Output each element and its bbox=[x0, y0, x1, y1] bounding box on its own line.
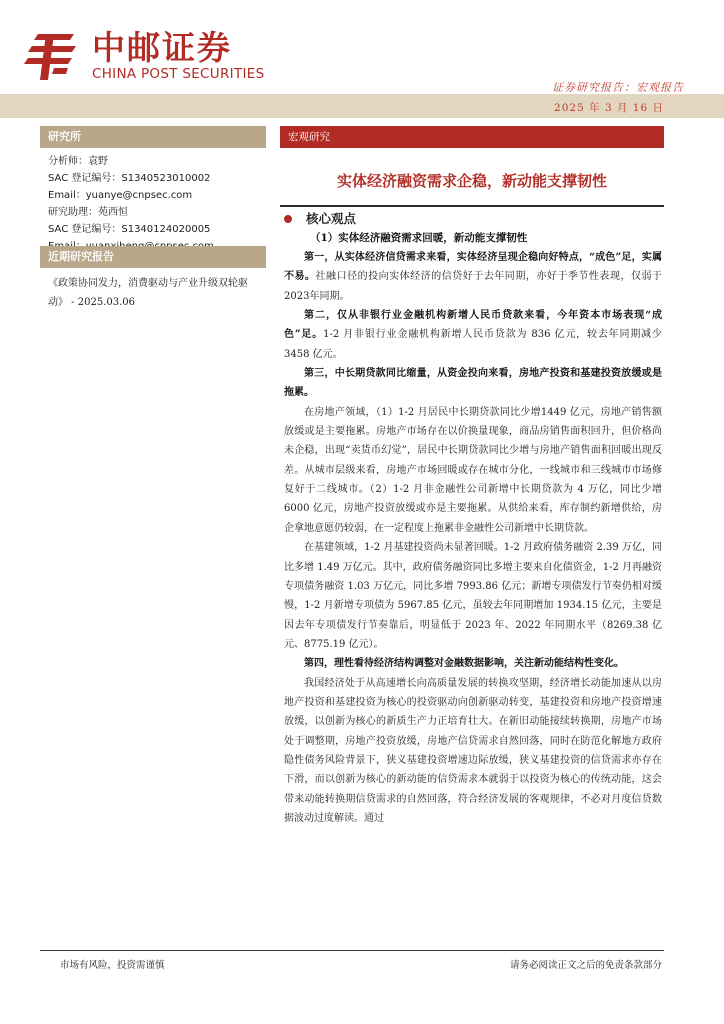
paragraph-lead: 第四，理性看待经济结构调整对金融数据影响，关注新动能结构性变化。 bbox=[304, 658, 624, 670]
footer-divider bbox=[40, 950, 664, 951]
body-paragraph bbox=[284, 306, 662, 364]
analyst-name: 分析师：袁野 bbox=[48, 156, 108, 167]
bullet-dot-icon bbox=[284, 215, 292, 223]
paragraph-text: 在基建领域，1-2 月基建投资尚未显著回暖。1-2 月政府债务融资 2.39 万亿，同比多增 1.49 万亿元。其中，政府债务融资同比多增主要来自化债资金，1-2 月再融资专项债务融资 1.03 万亿元，同比多增 7993.86 亿元；新增专项债发行节奏仍相对缓慢，1-2 月新增专项债为 5967.85 亿元，虽较去年同期增加 1934.15 亿元，主要是因去年专项债发行节奏靠后，明显低于 2023 年、2022 年同期水平（8269.38 亿元、8775.19 亿元）。 bbox=[284, 542, 662, 650]
paragraph-lead: 第二，仅从非银行业金融机构新增人民币贷款来看，今年资本市场表现“成色”足。 bbox=[284, 310, 662, 341]
risk-notice: 市场有风险，投资需谨慎 bbox=[60, 960, 165, 971]
report-type: 证券研究报告：宏观报告 bbox=[552, 81, 684, 94]
assistant-name: 研究助理：苑西恒 bbox=[48, 207, 128, 218]
paragraph-text: 1-2 月非银行业金融机构新增人民币贷款为 836 亿元，较去年同期减少 3458 亿元。 bbox=[284, 329, 662, 360]
body-paragraph bbox=[284, 248, 662, 306]
china-post-logo-icon bbox=[24, 30, 80, 84]
assistant-sac-number: SAC 登记编号：S1340124020005 bbox=[48, 224, 211, 235]
paragraph-text: 我国经济处于从高速增长向高质量发展的转换攻坚期，经济增长动能加速从以房地产投资和基建投资为核心的投资驱动向创新驱动转变，基建投资和房地产投资增速放缓，以创新为核心的新质生产力正培育壮大。在新旧动能接续转换期，房地产市场处于调整期，房地产投资放缓，房地产信贷需求自然回落，同时在防范化解地方政府隐性债务风险背景下，狭义基建投资增速边际放缓，狭义基建投资的信贷需求亦存在下滑，而以创新为核心的新动能的信贷需求本就弱于以投资为核心的传统动能，这会带来动能转换期信贷需求的自然回落，符合经济发展的客观规律，不必对月度信贷数据波动过度解读。通过 bbox=[284, 677, 662, 824]
body-paragraph bbox=[284, 538, 662, 654]
body-paragraph bbox=[284, 403, 662, 538]
paragraph-lead: 第一，从实体经济信贷需求来看，实体经济呈现企稳向好特点，“成色”足，实属不易。 bbox=[284, 252, 662, 283]
analyst-sac-number: SAC 登记编号：S1340523010002 bbox=[48, 173, 211, 184]
report-body bbox=[284, 248, 662, 828]
body-paragraph bbox=[284, 674, 662, 829]
brand-name-cn: 中邮证券 bbox=[92, 28, 232, 67]
sub-heading: （1）实体经济融资需求回暖，新动能支撑韧性 bbox=[310, 232, 528, 244]
report-date: 2025 年 3 月 16 日 bbox=[554, 102, 664, 114]
institute-heading: 研究所 bbox=[40, 126, 266, 148]
body-paragraph bbox=[284, 364, 662, 403]
recent-reports-heading: 近期研究报告 bbox=[40, 246, 266, 268]
core-view-heading: 核心观点 bbox=[306, 211, 357, 226]
paragraph-text: 在房地产领域，（1）1-2 月居民中长期贷款同比少增1449 亿元，房地产销售额放缓或是主要拖累。房地产市场存在以价换量现象，商品房销售面积回升，但价格尚未企稳，出现“卖货币幻觉”，居民中长期贷款同比少增与房地产销售面积回暖出现反差。从城市层级来看，房地产市场回暖或存在城市分化，一线城市和三线城市市场修复好于二线城市。（2）1-2 月非金融性公司新增中长期贷款为 4 万亿，同比少增 6000 亿元，房地产投资放缓或亦是主要拖累。从供给来看，库存制约新增供给，房企拿地意愿仍较弱，在一定程度上拖累非金融性公司新增中长期贷款。 bbox=[284, 406, 662, 534]
paragraph-text: 社融口径的投向实体经济的信贷好于去年同期，亦好于季节性表现，仅弱于2023年同期。 bbox=[284, 271, 663, 302]
brand-name-en: CHINA POST SECURITIES bbox=[92, 66, 265, 82]
analyst-email: Email：yuanye@cnpsec.com bbox=[48, 190, 193, 201]
section-tag: 宏观研究 bbox=[280, 126, 664, 148]
recent-report-item: 《政策协同发力，消费驱动与产业升级双轮驱动》 - 2025.03.06 bbox=[48, 278, 248, 308]
paragraph-lead: 第三，中长期贷款同比缩量，从资金投向来看，房地产投资和基建投资放缓或是拖累。 bbox=[284, 368, 662, 399]
body-paragraph bbox=[284, 654, 662, 673]
report-title: 实体经济融资需求企稳，新动能支撑韧性 bbox=[336, 172, 607, 190]
title-divider bbox=[280, 205, 664, 207]
disclaimer-notice: 请务必阅读正文之后的免责条款部分 bbox=[509, 960, 662, 971]
